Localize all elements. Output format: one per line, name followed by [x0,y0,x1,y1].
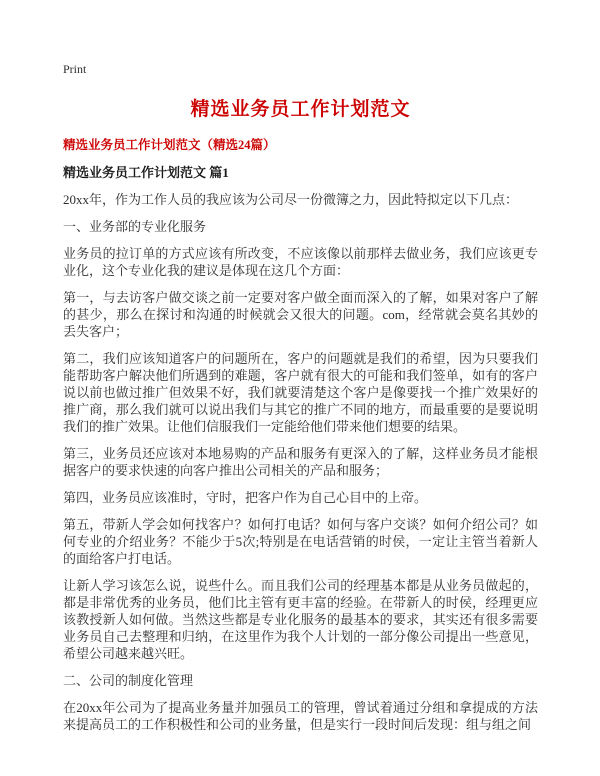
paragraph: 第五，带新人学会如何找客户？如何打电话？如何与客户交谈？如何介绍公司？如何专业的介绍业务？不能少于5次;特别是在电话营销的时侯，一定让主管当着新人的面给客户打电话。 [63,517,538,566]
paragraph: 第二，我们应该知道客户的问题所在，客户的问题就是我们的希望，因为只要我们能帮助客户解决他们所遇到的难题，客户就有很大的可能和我们签单，如有的客户说以前也做过推广但效果不好，我们就要清楚这个客户是像要找一个推广效果好的推广商，那么我们就可以说出我们与其它的推广不同的地方，而最重要的是要说明我们的推广效果。让他们信服我们一定能给他们带来他们想要的结果。 [63,351,538,434]
page-title: 精选业务员工作计划范文 [190,99,411,120]
paragraph: 20xx年，作为工作人员的我应该为公司尽一份微簿之力，因此特拟定以下几点： [63,192,519,207]
paragraph: 一、业务部的专业化服务 [63,219,207,234]
paragraph: 第一，与去访客户做交谈之前一定要对客户做全面而深入的了解，如果对客户了解的甚少，那么在探讨和沟通的时候就会又很大的问题。com，经常就会莫名其妙的丢失客户； [63,290,538,339]
paragraph: 在20xx年公司为了提高业务量并加强员工的管理，曾试着通过分组和拿提成的方法来提高员工的工作积极性和公司的业务量，但是实行一段时间后发现：组与组之间 [63,700,538,732]
paragraph: 二、公司的制度化管理 [63,673,194,688]
section-heading: 精选业务员工作计划范文 篇1 [63,165,229,180]
paragraph: 让新人学习该怎么说，说些什么。而且我们公司的经理基本都是从业务员做起的，都是非常优秀的业务员，他们比主管有更丰富的经验。在带新人的时侯，经理更应该教授新人如何做。当然这些都是专业化服务的最基本的要求，其实还有很多需要业务员自己去整理和归纳，在这里作为我个人计划的一部分像公司提出一些意见，希望公司越来越兴旺。 [63,578,538,661]
document-body [63,191,538,733]
print-button[interactable]: Print [63,62,87,76]
paragraph: 第四，业务员应该准时，守时，把客户作为自己心目中的上帝。 [63,490,428,505]
page-subtitle: 精选业务员工作计划范文（精选24篇） [63,138,276,152]
paragraph: 第三，业务员还应该对本地易购的产品和服务有更深入的了解，这样业务员才能根据客户的要求快速的向客户推出公司相关的产品和服务； [63,446,538,478]
paragraph: 业务员的拉订单的方式应该有所改变，不应该像以前那样去做业务，我们应该更专业化，这个专业化我的建议是体现在这几个方面： [63,246,538,278]
